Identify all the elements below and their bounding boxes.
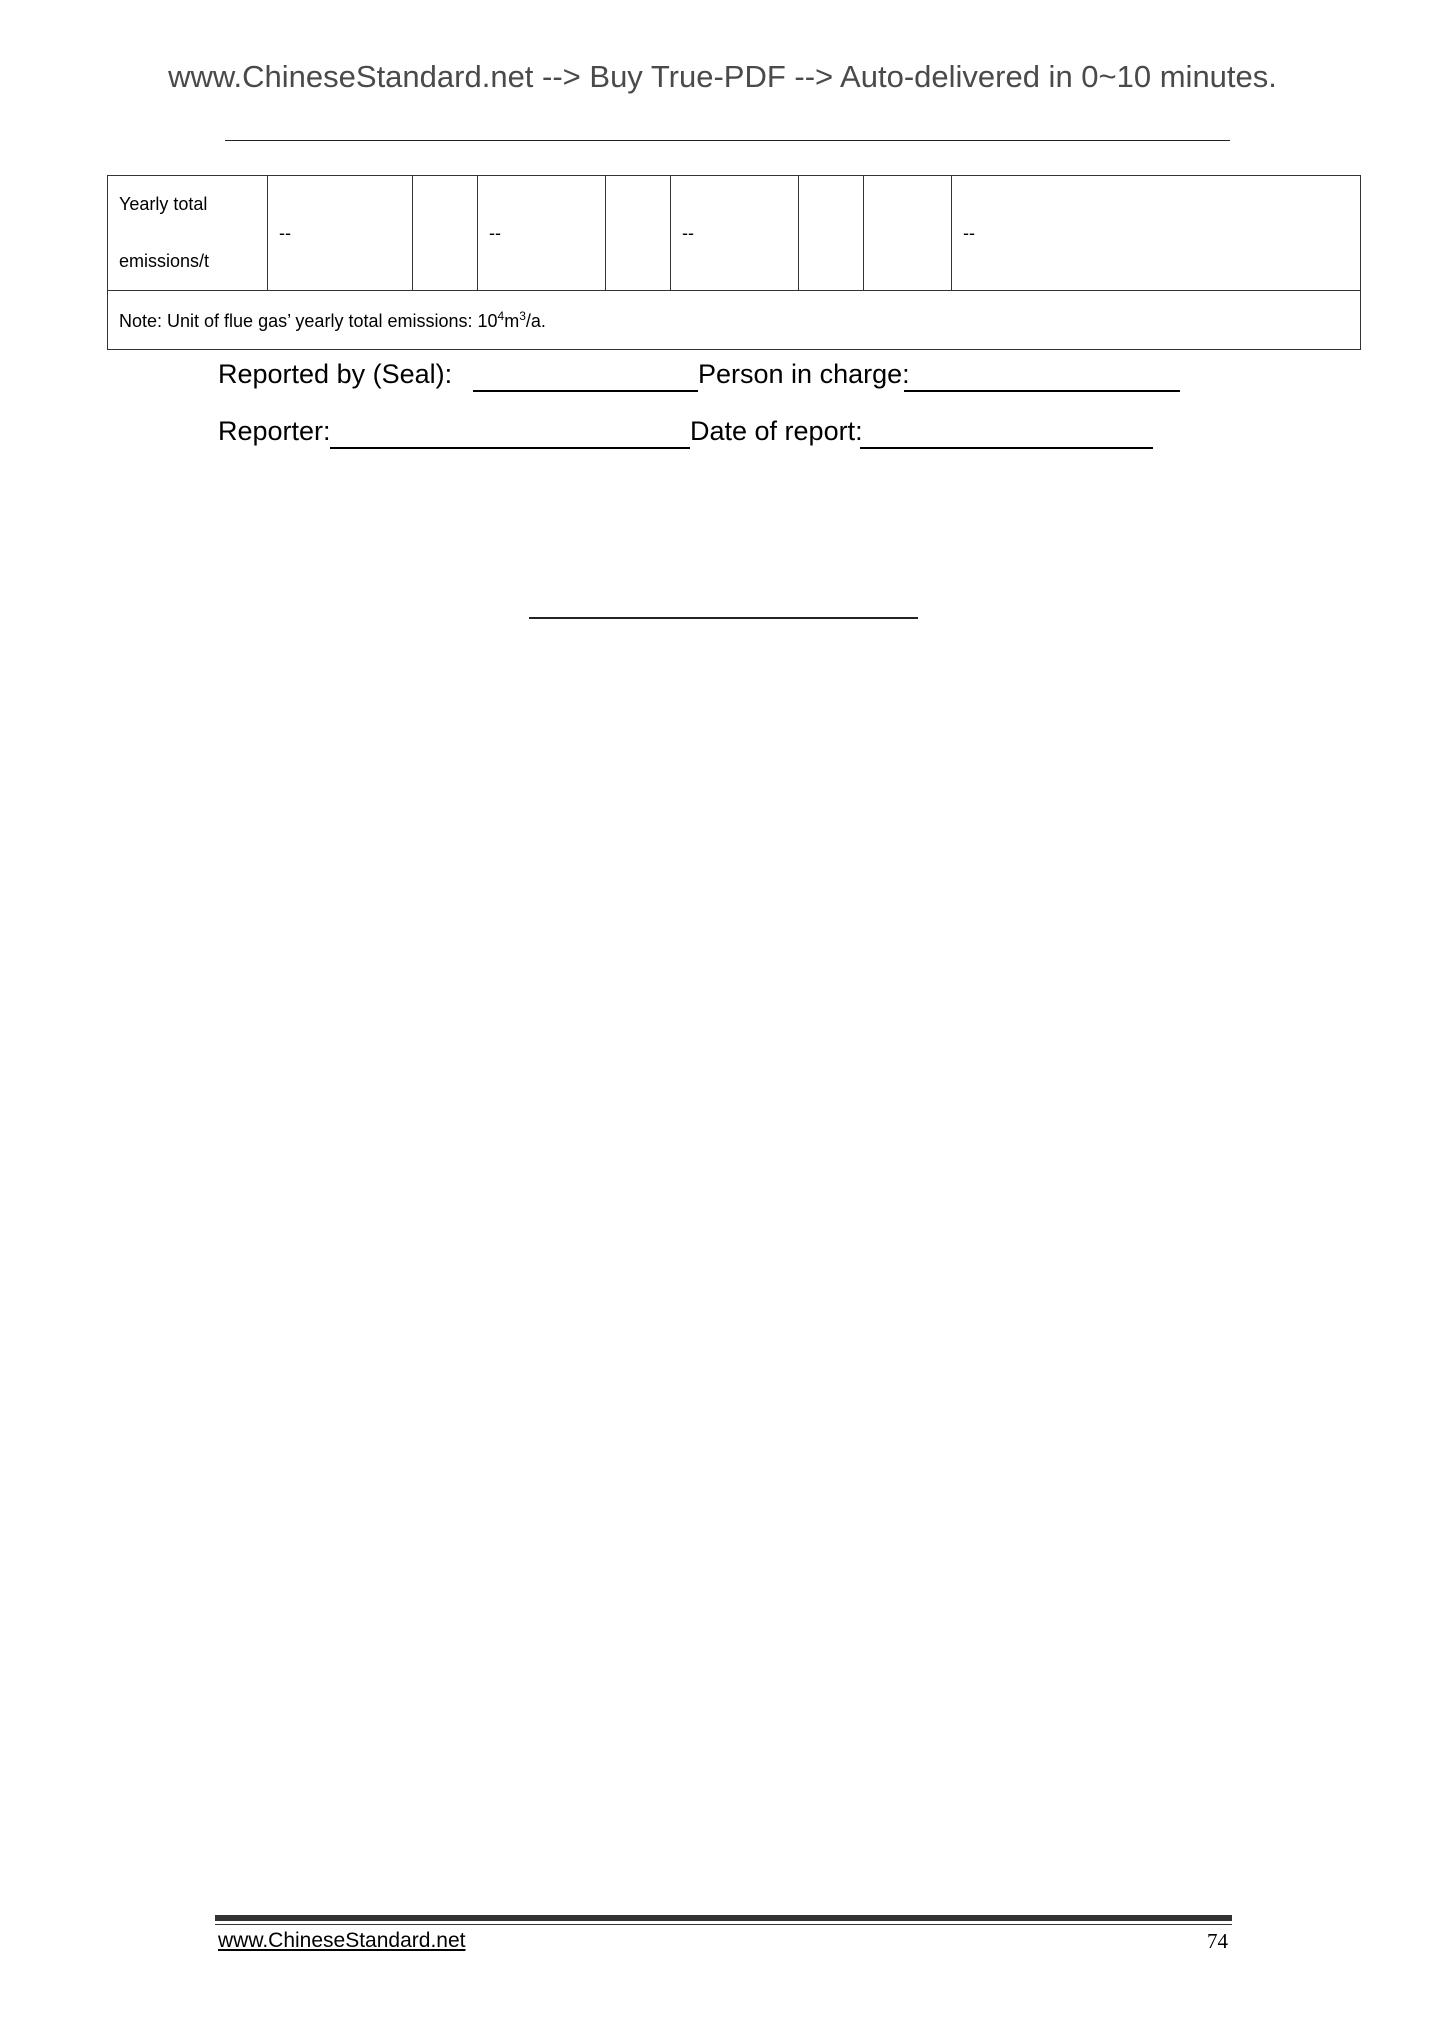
table-cell xyxy=(799,176,864,291)
header-divider xyxy=(225,140,1230,141)
table-cell: -- xyxy=(478,176,606,291)
footer-divider-thin xyxy=(215,1924,1232,1925)
emissions-table xyxy=(107,175,1361,350)
note-mid: m xyxy=(504,310,520,331)
note-superscript-3: 3 xyxy=(519,308,526,323)
reporter-blank[interactable] xyxy=(330,447,690,449)
date-of-report-label: Date of report: xyxy=(690,416,863,446)
reported-by-blank[interactable] xyxy=(473,390,698,392)
table-note-row xyxy=(108,291,1361,350)
table-cell xyxy=(864,176,952,291)
row-label-line1: Yearly total xyxy=(119,194,208,214)
table-cell: -- xyxy=(268,176,413,291)
end-of-document-rule xyxy=(529,617,918,619)
table-row xyxy=(108,176,1361,291)
table-cell xyxy=(606,176,671,291)
note-suffix: /a. xyxy=(525,310,546,331)
page-number: 74 xyxy=(1207,1929,1228,1953)
footer-website-link[interactable]: www.ChineseStandard.net xyxy=(218,1929,466,1952)
row-label-line2: emissions/t xyxy=(119,251,210,271)
header-banner: www.ChineseStandard.net --> Buy True-PDF --> Auto-delivered in 0~10 minutes. xyxy=(168,59,1277,94)
reporter-label: Reporter: xyxy=(218,416,331,446)
person-in-charge-blank[interactable] xyxy=(904,390,1180,392)
table-cell xyxy=(413,176,478,291)
note-superscript-4: 4 xyxy=(497,308,505,323)
person-in-charge-label: Person in charge: xyxy=(698,359,910,389)
footer-divider-thick xyxy=(215,1915,1232,1921)
note-prefix: Note: Unit of flue gas’ yearly total emissions: 10 xyxy=(119,310,498,331)
date-of-report-blank[interactable] xyxy=(860,447,1153,449)
row-label-cell xyxy=(108,176,268,291)
table-cell: -- xyxy=(671,176,799,291)
reported-by-label: Reported by (Seal): xyxy=(218,359,453,389)
table-cell: -- xyxy=(952,176,1361,291)
table-note xyxy=(108,291,1361,350)
